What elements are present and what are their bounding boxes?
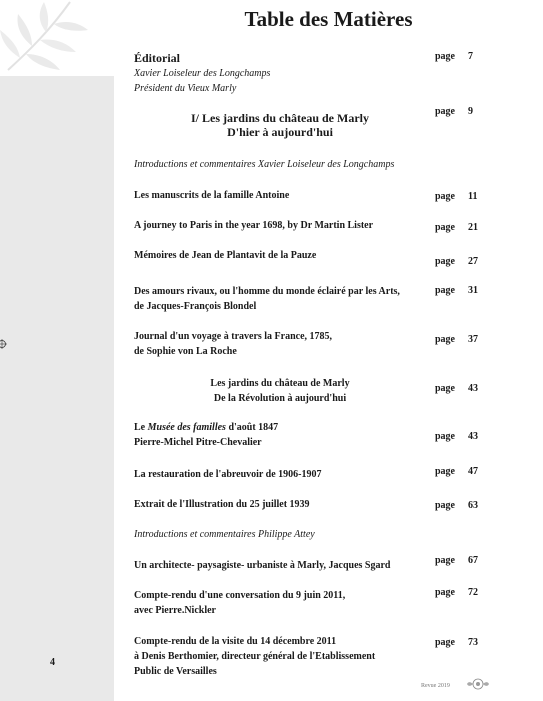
toc-entry-author: Pierre-Michel Pitre-Chevalier — [134, 437, 262, 448]
toc-page-ref — [435, 383, 481, 394]
toc-intro-note: Introductions et commentaires Philippe Attey — [134, 529, 315, 540]
page-number: 27 — [468, 256, 478, 267]
toc-intro-note: Introductions et commentaires Xavier Loiseleur des Longchamps — [134, 159, 395, 170]
page-number: 63 — [468, 500, 478, 511]
toc-page-ref — [435, 466, 481, 477]
page-number: 43 — [468, 431, 478, 442]
section-heading-line: De la Révolution à aujourd'hui — [213, 393, 347, 404]
page-number: 43 — [468, 383, 478, 394]
page-number: 47 — [468, 466, 478, 477]
toc-entry-subtitle: Public de Versailles — [134, 666, 217, 677]
page-label: page — [435, 222, 455, 233]
toc-entry-title: Journal d'un voyage à travers la France, 1785, — [134, 331, 333, 342]
section-heading — [134, 111, 426, 139]
section-heading — [134, 376, 426, 406]
toc-entry-title — [134, 420, 278, 435]
toc-entry-author: de Sophie von La Roche — [134, 346, 237, 357]
title-part: d'août 1847 — [225, 422, 279, 433]
toc-entry-author: avec Pierre.Nickler — [134, 605, 216, 616]
toc-entry-title: Compte-rendu de la visite du 14 décembre 2011 — [134, 636, 337, 647]
page-title: Table des Matières — [244, 7, 413, 31]
page-number: 37 — [468, 334, 478, 345]
page-number: 7 — [468, 51, 473, 62]
page-label: page — [435, 285, 455, 296]
toc-page-ref — [435, 637, 481, 648]
toc-entry-title: Les manuscrits de la famille Antoine — [134, 190, 290, 201]
toc-entry-title: Extrait de l'Illustration du 25 juillet 1939 — [134, 499, 310, 510]
toc-entry-title: La restauration de l'abreuvoir de 1906-1907 — [134, 469, 322, 480]
section-heading-line: D'hier à aujourd'hui — [227, 125, 333, 139]
toc-page-ref — [435, 334, 481, 345]
left-sidebar-band — [0, 76, 114, 701]
page-number: 9 — [468, 106, 473, 117]
page-label: page — [435, 500, 455, 511]
page-label: page — [435, 466, 455, 477]
page-label: page — [435, 256, 455, 267]
page-label: page — [435, 555, 455, 566]
page-label: page — [435, 587, 455, 598]
title-italic-part: Musée des familles — [147, 422, 226, 433]
leaf-decoration — [0, 0, 114, 76]
section-heading-line: Les jardins du château de Marly — [210, 378, 350, 389]
toc-entry-title: Des amours rivaux, ou l'homme du monde éclairé par les Arts, — [134, 286, 400, 297]
toc-entry-title: A journey to Paris in the year 1698, by Dr Martin Lister — [134, 220, 374, 231]
page-label: page — [435, 431, 455, 442]
toc-page-ref — [435, 587, 481, 598]
toc-page-ref — [435, 500, 481, 511]
toc-entry-title: Compte-rendu d'une conversation du 9 juin 2011, — [134, 590, 346, 601]
toc-page-ref — [435, 431, 481, 442]
page-number: 31 — [468, 285, 478, 296]
side-page-number: 4 — [50, 657, 55, 668]
page-number: 72 — [468, 587, 478, 598]
toc-entry-title: Éditorial — [134, 51, 181, 65]
toc-page-ref — [435, 222, 481, 233]
page-number: 21 — [468, 222, 478, 233]
page-label: page — [435, 191, 455, 202]
footer-text: Revue 2019 — [421, 683, 450, 689]
toc-entry-title: Un architecte- paysagiste- urbaniste à Marly, Jacques Sgard — [134, 560, 391, 571]
toc-page-ref — [435, 256, 481, 267]
leaf-ornament-icon — [0, 0, 114, 76]
registration-mark-icon — [0, 339, 7, 349]
page-label: page — [435, 51, 455, 62]
section-heading-line: I/ Les jardins du château de Marly — [190, 111, 369, 125]
toc-entry-subtitle: à Denis Berthomier, directeur général de l'Etablissement — [134, 651, 376, 662]
page-label: page — [435, 637, 455, 648]
page-label: page — [435, 383, 455, 394]
footer-emblem-icon — [467, 677, 489, 691]
page-number: 67 — [468, 555, 478, 566]
title-part: Le — [134, 422, 148, 433]
toc-entry-author: de Jacques-François Blondel — [134, 301, 257, 312]
toc-entry-role: Président du Vieux Marly — [134, 83, 237, 94]
toc-page-ref — [435, 51, 481, 62]
page-number: 11 — [468, 191, 478, 202]
toc-page-ref — [435, 191, 481, 202]
toc-entry-author: Xavier Loiseleur des Longchamps — [134, 68, 271, 79]
page-label: page — [435, 106, 455, 117]
page-number: 73 — [468, 637, 478, 648]
toc-entry-title: Mémoires de Jean de Plantavit de la Pauze — [134, 250, 317, 261]
toc-page-ref — [435, 106, 481, 117]
toc-page-ref — [435, 285, 481, 296]
page-label: page — [435, 334, 455, 345]
toc-page-ref — [435, 555, 481, 566]
